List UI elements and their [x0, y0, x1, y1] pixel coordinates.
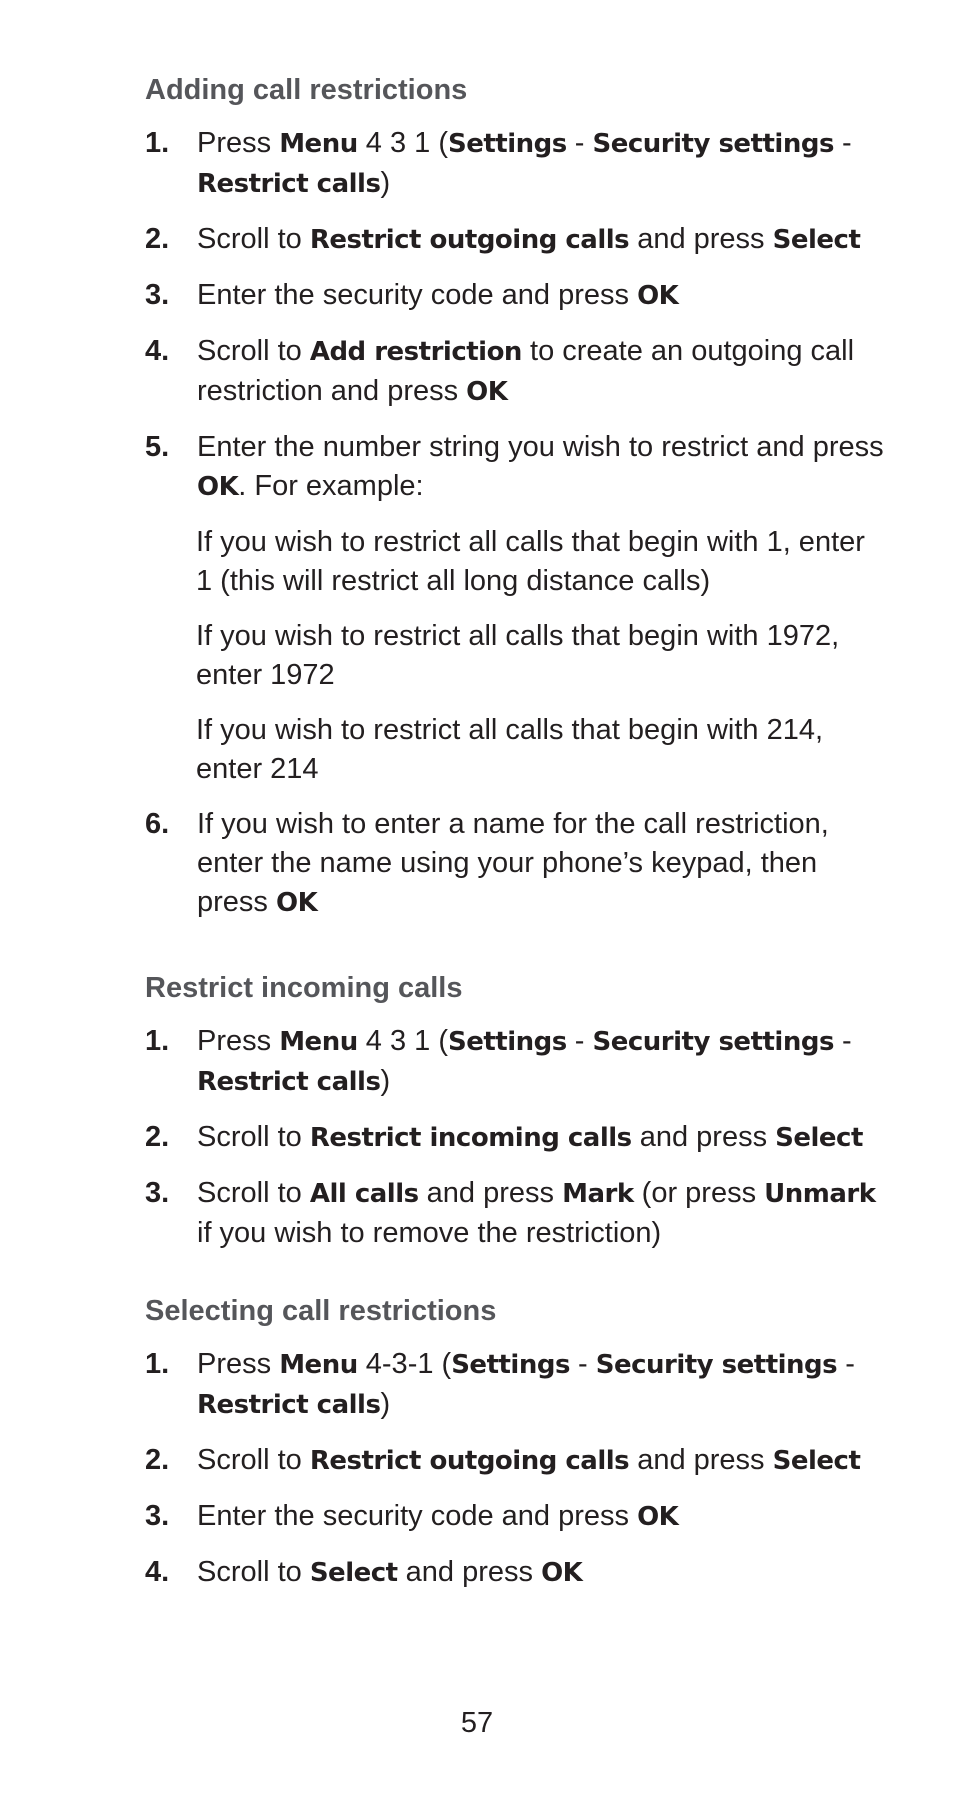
text-run: Enter the security code and press [197, 279, 638, 311]
key-term: OK [275, 888, 318, 918]
step-item [145, 1345, 885, 1425]
key-term: Menu [279, 1350, 358, 1380]
section-selecting-call-restrictions [145, 1293, 885, 1593]
key-term: OK [466, 377, 508, 407]
key-term: Add restriction [309, 337, 522, 367]
key-term: OK [197, 472, 239, 502]
text-run: Scroll to [197, 335, 310, 367]
text-run: and press [397, 1556, 542, 1588]
step-text [197, 220, 885, 260]
example-paragraph: If you wish to restrict all calls that begin with 214, enter 214 [196, 714, 824, 785]
step-text [197, 276, 885, 316]
key-term: All calls [309, 1179, 419, 1209]
text-run: and press [629, 1444, 773, 1476]
key-term: Security settings [592, 1027, 834, 1057]
key-term: Settings [448, 1027, 567, 1057]
text-run: Press [197, 1348, 280, 1380]
step-number: 3. [145, 1177, 170, 1209]
step-number: 1. [145, 127, 170, 159]
section-heading: Adding call restrictions [145, 74, 468, 106]
text-run: and press [418, 1177, 563, 1209]
step-number: 1. [145, 1025, 170, 1057]
key-term: Restrict outgoing calls [309, 1446, 630, 1476]
text-run: Scroll to [197, 1556, 310, 1588]
step-text [197, 1118, 885, 1158]
step-item [145, 220, 885, 260]
text-run: If you wish to enter a name for the call restriction, enter the name using your phone’s keypad, then press [197, 808, 829, 918]
key-term: Select [772, 1446, 861, 1476]
text-run: - [837, 1348, 855, 1380]
key-term: Restrict calls [197, 169, 381, 199]
step-item [145, 1441, 885, 1481]
step-number: 5. [145, 431, 170, 463]
step-item [145, 276, 885, 316]
step-number: 2. [145, 1444, 170, 1476]
key-term: Restrict incoming calls [309, 1123, 632, 1153]
text-run: Enter the security code and press [197, 1500, 638, 1532]
key-term: OK [541, 1558, 583, 1588]
key-term: Mark [562, 1179, 634, 1209]
page-number: 57 [460, 1707, 494, 1739]
key-term: Menu [279, 1027, 358, 1057]
step-number: 6. [145, 808, 170, 840]
text-run: (or press [633, 1177, 765, 1209]
key-term: Select [772, 225, 861, 255]
text-run: ) [380, 167, 391, 199]
text-run: 4 3 1 ( [357, 127, 448, 159]
section-heading: Selecting call restrictions [145, 1295, 497, 1327]
step-number: 4. [145, 1556, 170, 1588]
text-run: - [569, 1348, 596, 1380]
step-number: 1. [145, 1348, 170, 1380]
text-run: - [833, 127, 852, 159]
key-term: Settings [448, 129, 567, 159]
step-item [145, 332, 885, 412]
step-text [197, 1497, 885, 1537]
step-text [197, 332, 885, 412]
key-term: Security settings [592, 129, 834, 159]
step-text [197, 124, 885, 204]
text-run: . For example: [238, 470, 424, 502]
step-item [145, 1553, 885, 1593]
key-term: OK [637, 281, 679, 311]
text-run: Scroll to [197, 223, 310, 255]
text-run: Press [197, 1025, 280, 1057]
section-restrict-incoming-calls [145, 970, 885, 1253]
text-run: Press [197, 127, 280, 159]
step-text [197, 428, 885, 507]
text-run: and press [629, 223, 773, 255]
step-item [145, 1022, 885, 1102]
step-text [197, 1022, 885, 1102]
step-number: 4. [145, 335, 170, 367]
text-run: 4 3 1 ( [357, 1025, 448, 1057]
key-term: OK [637, 1502, 679, 1532]
text-run: Enter the number string you wish to restrict and press [197, 431, 884, 463]
text-run: ) [380, 1065, 391, 1097]
key-term: Unmark [764, 1179, 876, 1209]
step-list [145, 124, 885, 923]
key-term: Security settings [595, 1350, 838, 1380]
text-run: and press [631, 1121, 776, 1153]
example-paragraph: If you wish to restrict all calls that begin with 1972, enter 1972 [196, 620, 840, 691]
step-number: 2. [145, 1121, 170, 1153]
step-list [145, 1345, 885, 1593]
text-run: to create an outgoing call restriction and press [197, 335, 855, 407]
step-text [197, 1553, 885, 1593]
key-term: Menu [279, 129, 358, 159]
step-number: 2. [145, 223, 170, 255]
step-number: 3. [145, 1500, 170, 1532]
key-term: Restrict outgoing calls [309, 225, 630, 255]
step-item [145, 124, 885, 204]
text-run: - [566, 1025, 593, 1057]
step-text [197, 1345, 885, 1425]
key-term: Select [309, 1558, 398, 1588]
text-run: - [566, 127, 593, 159]
step-number: 3. [145, 279, 170, 311]
example-paragraph: If you wish to restrict all calls that begin with 1, enter 1 (this will restrict all long distance calls) [196, 526, 865, 597]
section-adding-call-restrictions [145, 72, 885, 923]
key-term: Select [775, 1123, 863, 1153]
text-run: Scroll to [197, 1177, 310, 1209]
step-item [145, 1174, 885, 1253]
text-run: Scroll to [197, 1121, 310, 1153]
text-run: Scroll to [197, 1444, 310, 1476]
step-text [197, 805, 885, 923]
step-text [197, 1441, 885, 1481]
text-run: 4-3-1 ( [357, 1348, 452, 1380]
key-term: Restrict calls [197, 1067, 381, 1097]
section-heading: Restrict incoming calls [145, 972, 463, 1004]
step-list [145, 1022, 885, 1253]
key-term: Settings [451, 1350, 570, 1380]
step-item [145, 1118, 885, 1158]
text-run: - [833, 1025, 852, 1057]
text-run: ) [380, 1388, 391, 1420]
key-term: Restrict calls [197, 1390, 381, 1420]
step-item [145, 428, 885, 507]
step-text [197, 1174, 885, 1253]
step-item [145, 805, 885, 923]
text-run: if you wish to remove the restriction) [197, 1217, 662, 1249]
step-item [145, 1497, 885, 1537]
